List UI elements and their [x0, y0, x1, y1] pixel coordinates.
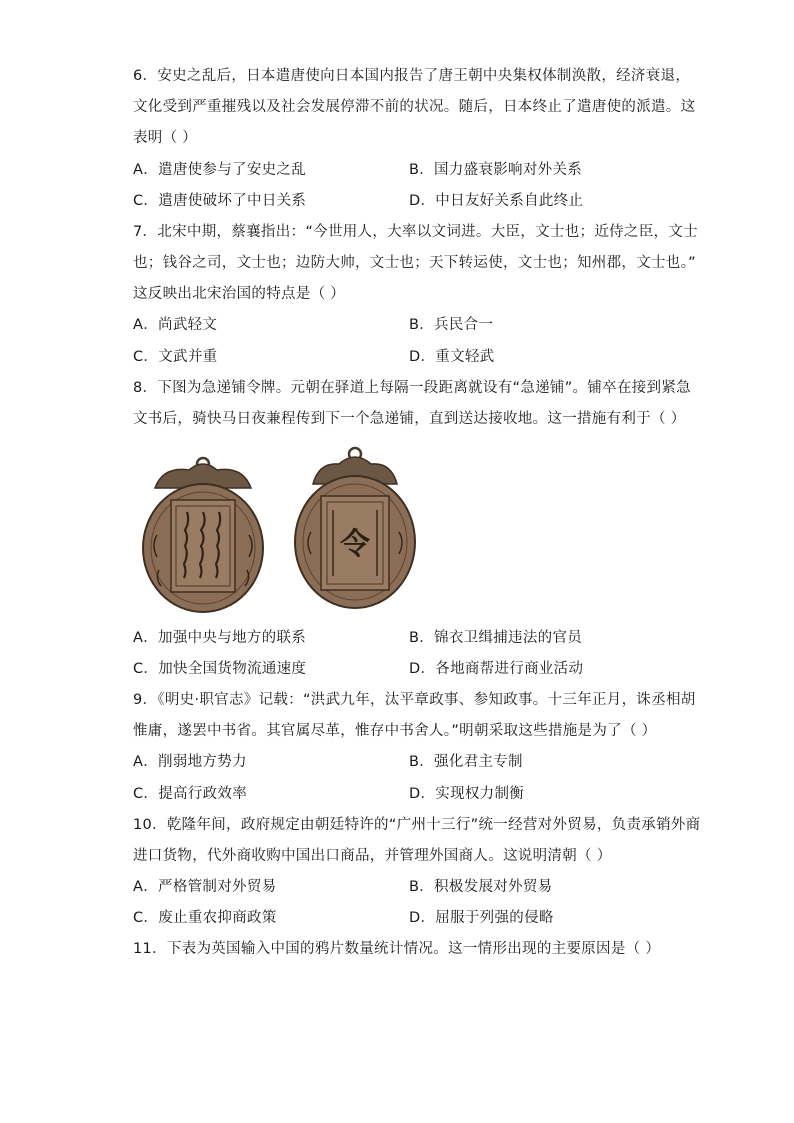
- q8-line-1: 8．下图为急递铺令牌。元朝在驿道上每隔一段距离就设有“急递铺”。铺卒在接到紧急: [133, 380, 691, 396]
- token-back-image: [295, 448, 415, 608]
- q9-option-c: C．提高行政效率: [133, 786, 248, 802]
- q6-line-2: 文化受到严重摧残以及社会发展停滞不前的状况。随后，日本终止了遣唐使的派遣。这: [133, 99, 696, 115]
- q9-line-2: 惟庸，遂罢中书省。其官属尽革，惟存中书舍人。”明朝采取这些措施是为了（ ）: [133, 723, 657, 739]
- token-front-image: [143, 458, 263, 612]
- q9-line-1: 9．《明史·职官志》记载：“洪武九年，汰平章政事、参知政事。十三年正月，诛丞相胡: [133, 692, 696, 708]
- q7-line-1: 7．北宋中期，蔡襄指出：“今世用人，大率以文词进。大臣，文士也；近侍之臣，文士: [133, 224, 698, 240]
- q10-line-2: 进口货物，代外商收购中国出口商品，并管理外国商人。这说明清朝（ ）: [133, 848, 612, 864]
- q6-option-b: B．国力盛衰影响对外关系: [409, 162, 583, 178]
- q8-option-d: D．各地商帮进行商业活动: [409, 661, 584, 677]
- q10-line-1: 10．乾隆年间，政府规定由朝廷特许的“广州十三行”统一经营对外贸易，负责承销外商: [133, 817, 701, 833]
- q7-line-2: 也；钱谷之司，文士也；边防大帅，文士也；天下转运使，文士也；知州郡，文士也。”: [133, 255, 696, 271]
- q7-option-b: B．兵民合一: [409, 317, 494, 333]
- q6-option-d: D．中日友好关系自此终止: [409, 193, 584, 209]
- q8-option-c: C．加快全国货物流通速度: [133, 661, 307, 677]
- q7-line-3: 这反映出北宋治国的特点是（ ）: [133, 286, 346, 302]
- q6-option-a: A．遣唐使参与了安史之乱: [133, 162, 307, 178]
- q9-option-b: B．强化君主专制: [409, 754, 523, 770]
- q7-option-c: C．文武并重: [133, 349, 218, 365]
- q8-line-2: 文书后，骑快马日夜兼程传到下一个急递铺，直到送达接收地。这一措施有利于（ ）: [133, 411, 686, 427]
- q10-option-c: C．废止重农抑商政策: [133, 910, 277, 926]
- q6-option-c: C．遣唐使破坏了中日关系: [133, 193, 307, 209]
- q11-line-1: 11．下表为英国输入中国的鸦片数量统计情况。这一情形出现的主要原因是（ ）: [133, 941, 661, 957]
- q7-option-d: D．重文轻武: [409, 349, 495, 365]
- courier-token-figure: [133, 440, 433, 620]
- q7-option-a: A．尚武轻文: [133, 317, 218, 333]
- q9-option-d: D．实现权力制衡: [409, 786, 525, 802]
- q8-option-b: B．锦衣卫缉捕违法的官员: [409, 630, 583, 646]
- q6-line-1: 6．安史之乱后，日本遣唐使向日本国内报告了唐王朝中央集权体制涣散，经济衰退，: [133, 68, 691, 84]
- q6-line-3: 表明（ ）: [133, 130, 198, 146]
- token-character: 令: [340, 527, 370, 562]
- q10-option-a: A．严格管制对外贸易: [133, 879, 277, 895]
- q8-option-a: A．加强中央与地方的联系: [133, 630, 307, 646]
- q10-option-d: D．屈服于列强的侵略: [409, 910, 554, 926]
- q9-option-a: A．削弱地方势力: [133, 754, 247, 770]
- q10-option-b: B．积极发展对外贸易: [409, 879, 553, 895]
